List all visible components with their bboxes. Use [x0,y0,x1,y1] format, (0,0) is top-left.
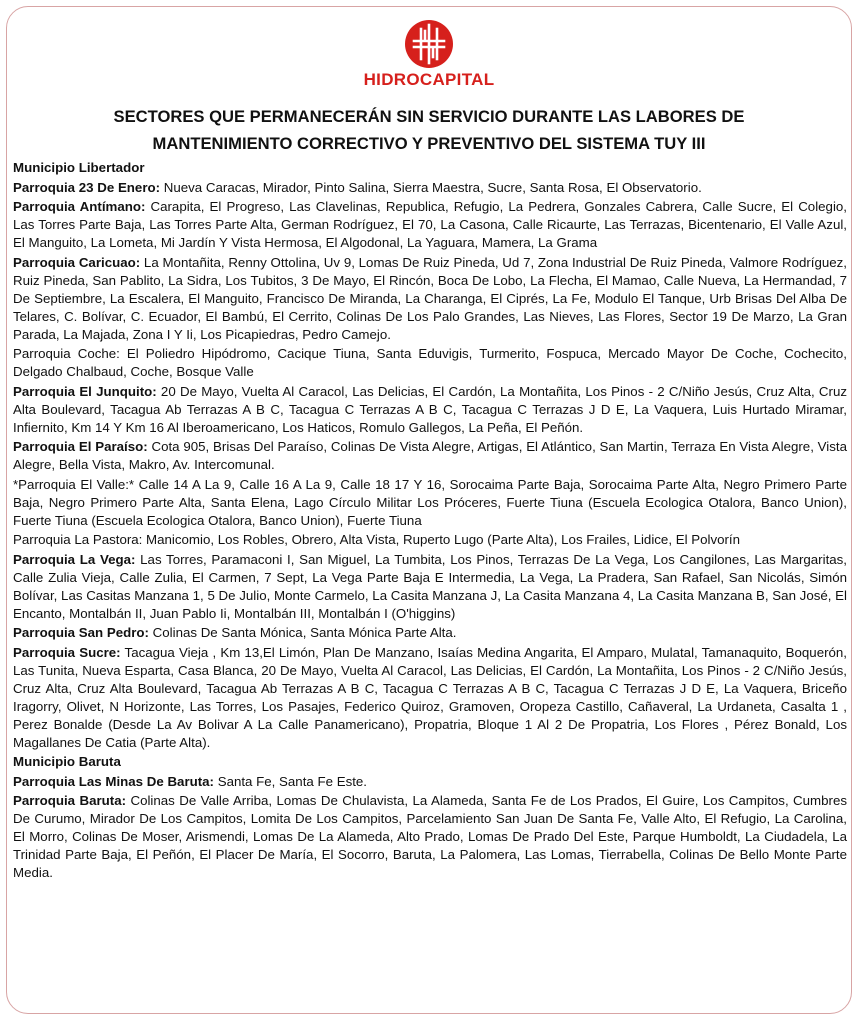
parroquia-entry [13,254,847,344]
title-line-2: MANTENIMIENTO CORRECTIVO Y PREVENTIVO DEL SISTEMA TUY III [152,134,706,153]
parroquia-sectors: Parroquia La Pastora: Manicomio, Los Robles, Obrero, Alta Vista, Ruperto Lugo (Parte Alta), Los Frailes, Lidice, El Polvorín [13,532,741,547]
parroquia-sectors: La Montañita, Renny Ottolina, Uv 9, Lomas De Ruiz Pineda, Ud 7, Zona Industrial De Ruiz Pineda, Valmore Rodríguez, Ruiz Pineda, San Pablito, La Sidra, Los Tubitos, 3 De Mayo, El Rincón, Boca De Lobo, La Flecha, El Mamao, Calle Nueva, La Hermandad, 7 De Septiembre, La Escalera, El Manguito, Francisco De Miranda, La Charanga, El Ciprés, La Fe, Modulo El Tanque, Urb Brisas Del Alba De Telares, C. Bolívar, C. Ecuador, El Bambú, El Cerrito, Colinas De Los Palo Grandes, Las Nieves, Las Flores, Sector 19 De Marzo, La Gran Parada, La Majada, Zona I Y Ii, Los Picapiedras, Pedro Camejo. [13,254,848,342]
parroquia-name: Parroquia El Junquito: [13,383,157,399]
parroquia-sectors: Santa Fe, Santa Fe Este. [214,773,367,789]
parroquia-entry [13,644,847,752]
parroquia-entry [13,531,847,549]
parroquia-sectors: Colinas De Santa Mónica, Santa Mónica Parte Alta. [148,625,457,640]
parroquia-sectors: Carapita, El Progreso, Las Clavelinas, Republica, Refugio, La Pedrera, Gonzales Cabrera, Calle Sucre, El Colegio, Las Torres Parte Baja, Las Torres Parte Alta, German Rodríguez, El 70, La Casona, Calle Ricaurte, Las Terrazas, Bicentenario, El Valle Azul, El Manguito, La Lometa, Mi Jardín Y Vista Hermosa, El Algodonal, La Yaguara, Mamera, La Grama [13,199,847,250]
parroquia-sectors: 20 De Mayo, Vuelta Al Caracol, Las Delicias, El Cardón, La Montañita, Los Pinos - 2 C/Niño Jesús, Cruz Alta, Cruz Alta Boulevard, Tacagua Ab Terrazas A B C, Tacagua C Terrazas A B C, Tacagua C Terrazas J D E, La Vaquera, Luis Hurtado Miramar, Infiernito, Km 14 Y Km 16 Al Iberoamericano, Los Haticos, Romulo Gallegos, La Peña, El Peñón. [13,383,847,435]
parroquia-name: Parroquia Sucre: [13,644,121,660]
parroquia-name: Parroquia Baruta: [13,793,127,808]
parroquia-entry [13,773,847,791]
parroquia-sectors: Parroquia Coche: El Poliedro Hipódromo, Cacique Tiuna, Santa Eduvigis, Turmerito, Fospuca, Mercado Mayor De Coche, Cochecito, Delgado Chalbaud, Coche, Bosque Valle [13,346,847,379]
parroquia-name: Parroquia Antímano: [13,199,146,214]
parroquia-sectors: Cota 905, Brisas Del Paraíso, Colinas De Vista Alegre, Artigas, El Atlántico, San Martin, Terraza En Vista Alegre, Vista Alegre, Bella Vista, Makro, Av. Intercomunal. [13,439,847,472]
parroquia-entry [13,476,847,530]
parroquia-entry [13,624,847,642]
parroquia-name: Parroquia El Paraíso: [13,439,148,454]
parroquia-name: Parroquia Las Minas De Baruta: [13,773,214,789]
title-line-1: SECTORES QUE PERMANECERÁN SIN SERVICIO DURANTE LAS LABORES DE [113,107,745,126]
parroquia-entry [13,551,847,623]
parroquia-entry [13,345,847,381]
parroquia-entry [13,179,847,197]
parroquia-sectors: *Parroquia El Valle:* Calle 14 A La 9, Calle 16 A La 9, Calle 18 17 Y 16, Sorocaima Parte Baja, Sorocaima Parte Alta, Negro Primero Parte Baja, Negro Primero Parte Alta, Santa Elena, Lago Círculo Militar Los Próceres, Fuerte Tiuna (Escuela Ecologica Otalora, Banco Union), Fuerte Tiuna (Escuela Ecologica Otalora, Banco Union), Fuerte Tiuna [13,476,847,528]
parroquia-entry [13,198,847,252]
parroquia-sectors: Las Torres, Paramaconi I, San Miguel, La Tumbita, Los Pinos, Terrazas De La Vega, Los Cangilones, Las Margaritas, Calle Zulia Vieja, Calle Zulia, El Carmen, 7 Sept, La Vega Parte Baja E Intermedia, La Vega, La Pradera, San Rafael, San Nicolás, Simón Bolívar, Las Casitas Manzana 1, 5 De Julio, Monte Carmelo, La Casita Manzana J, La Casita Manzana 4, La Casita Manzana B, San José, El Encanto, Montalbán II, Juan Pablo Ii, Montalbán III, Montalbán I (O'higgins) [13,551,847,621]
parroquia-name: Parroquia 23 De Enero: [13,179,161,195]
libertador-parroquias [13,179,847,752]
parroquia-entry [13,383,847,437]
baruta-parroquias [13,773,847,883]
page-title [47,103,811,157]
sector-list [13,159,847,884]
parroquia-sectors: Colinas De Valle Arriba, Lomas De Chulavista, La Alameda, Santa Fe de Los Prados, El Guire, Los Campitos, Cumbres De Curumo, Mirador De Los Campitos, Lomita De Los Campitos, Parcelamiento San Juan De Santa Fe, Valle Alto, El Refugio, La Carolina, El Morro, Colinas De Moser, Arismendi, Lomas De La Alameda, Alto Prado, Lomas De Prado Del Este, Parque Humboldt, La Ciudadela, La Trinidad Parte Baja, El Peñón, El Placer De María, El Socorro, Baruta, La Palomera, Las Lomas, Tierrabella, Colinas De Bello Monte Parte Media. [13,793,848,880]
parroquia-name: Parroquia La Vega: [13,551,136,567]
hidrocapital-logo-icon [404,19,454,69]
header-logo [7,19,851,90]
parroquia-name: Parroquia Caricuao: [13,254,141,270]
parroquia-entry [13,438,847,474]
parroquia-sectors: Nueva Caracas, Mirador, Pinto Salina, Sierra Maestra, Sucre, Santa Rosa, El Observatorio. [160,179,702,195]
brand-name: HIDROCAPITAL [363,70,495,89]
municipio-baruta-heading: Municipio Baruta [13,754,121,769]
parroquia-entry [13,792,847,882]
parroquia-sectors: Tacagua Vieja , Km 13,El Limón, Plan De Manzano, Isaías Medina Angarita, El Amparo, Mulatal, Tamanaquito, Boquerón, Las Tunita, Nueva Esparta, Casa Blanca, 20 De Mayo, Vuelta Al Caracol, Las Delicias, El Cardón, La Montañita, Los Pinos - 2 C/Niño Jesús, Cruz Alta, Cruz Alta Boulevard, Tacagua Ab Terrazas A B C, Tacagua C Terrazas A B C, Tacagua C Terrazas J D E, La Vaquera, Briceño Iragorry, Olivet, N Horizonte, Las Torres, Los Pasajes, Federico Quiroz, Gramoven, Oropeza Castillo, Cañaveral, La Urdaneta, Casalta 1 , Perez Bonalde (Desde La Av Bolivar A La Calle Panamericano), Propatria, Bloque 1 Al 2 De Propatria, Los Flores , Pérez Bonald, Los Magallanes De Catia (Parte Alta). [13,644,848,750]
parroquia-name: Parroquia San Pedro: [13,625,149,640]
municipio-libertador-heading: Municipio Libertador [13,160,145,175]
